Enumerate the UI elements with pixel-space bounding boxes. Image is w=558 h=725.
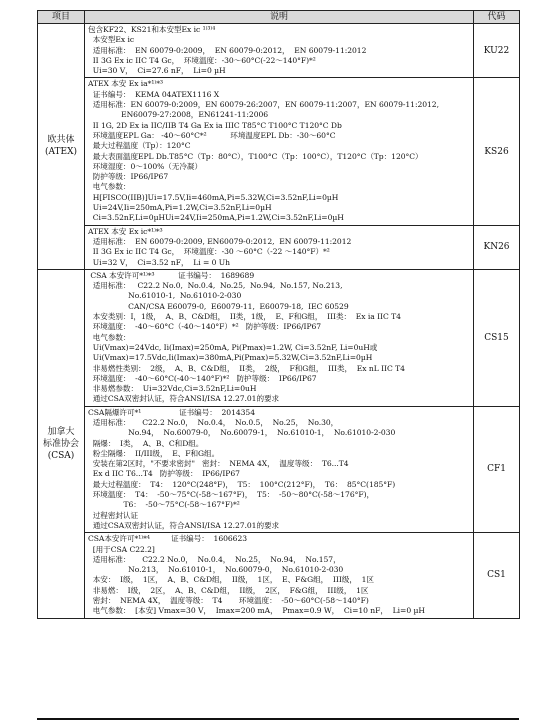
description-line: II 1G, 2D Ex ia IIC/IIB T4 Ga Ex ia IIIC T85°C T100°C T120°C Db xyxy=(88,120,342,130)
description-line: ATEX 本安 Ex ia*¹⁾*³ xyxy=(88,79,163,89)
description-line: EN60079-27:2008，EN61241-11:2006 xyxy=(88,110,269,120)
description-line: Ui(Vmax)=24Vdc, Ii(Imax)=250mA, Pi(Pmax)=1.2W, Ci=3.52nF, Li=0uH或 xyxy=(88,342,378,352)
bottom-rule xyxy=(37,718,519,720)
description-line: 过程密封认证 xyxy=(88,510,138,520)
category-label: 欧共体 xyxy=(47,135,75,146)
description-line: 通过CSA双密封认证，符合ANSI/ISA 12.27.01的要求 xyxy=(88,394,280,404)
category-cell xyxy=(38,269,85,618)
category-label: (CSA) xyxy=(47,450,75,461)
description-line: 非易燃： I级， 2区， A、B、C&D组， II级， 2区， F&G组， III级， 1区 xyxy=(88,585,369,595)
table-body xyxy=(38,24,520,619)
description-line: 本安型Ex ic xyxy=(88,35,135,45)
table-row xyxy=(38,78,520,225)
description-line: No.213， No.61010-1， No.60079-0， No.61010-2-030 xyxy=(88,565,344,575)
description-line: 适用标准： C22.2 No.0， No.0.4， No.25， No.94， No.157， xyxy=(88,554,341,564)
description-line: 最大过程温度： T4： 120°C(248°F)， T5： 100°C(212°F)， T6： 85°C(185°F) xyxy=(88,479,396,489)
description-line: 粉尘隔爆： II/III级， E、F和G组。 xyxy=(88,448,220,458)
code-cell: KS26 xyxy=(474,78,520,225)
code-cell: CF1 xyxy=(474,406,520,533)
category-cell xyxy=(38,24,85,270)
description-line: Ui(Vmax)=17.5Vdc,Ii(Imax)=380mA,Pi(Pmax)=5.32W,Ci=3.52nF,Li=0µH xyxy=(88,353,373,363)
description-line: 隔爆： I类， A、B、C和D组。 xyxy=(88,438,204,448)
description-line: 本安： I级， 1区， A、B、C&D组， II级， 1区， E、F&G组， III级， 1区 xyxy=(88,575,374,585)
description-line: Ui=24V,Ii=250mA,Pi=1.2W,Ci=3.52nF,Li=0µH xyxy=(88,203,272,213)
description-line: Ui=30 V， Ci=27.6 nF， Li=0 µH xyxy=(88,66,226,76)
certification-table xyxy=(37,10,520,619)
description-line: 电气参数： xyxy=(88,332,131,342)
description-line: 环境温度： T4： -50～75°C(-58～167°F)， T5： -50～80°C(-58～176°F)， xyxy=(88,490,375,500)
description-line: CSA本安许可*¹⁾*⁴ 证书编号： 1606623 xyxy=(88,534,248,544)
description-line: 适用标准：EN 60079-0:2009，EN 60079-26:2007，EN 60079-11:2007，EN 60079-11:2012, xyxy=(88,100,439,110)
description-line: 安装在第2区时，"不要求密封" 密封： NEMA 4X， 温度等级： T6...T4 xyxy=(88,459,349,469)
category-label: 加拿大 xyxy=(47,426,75,437)
description-line: 适用标准： C22.2 No.0， No.0.4， No.0.5， No.25， No.30， xyxy=(88,417,339,427)
table-header-row xyxy=(38,11,520,24)
description-cell xyxy=(85,269,474,406)
description-line: 电气参数： xyxy=(88,182,131,192)
description-line: ATEX 本安 Ex ic*¹⁾*³ xyxy=(88,226,163,236)
description-line: 适用标准： C22.2 No.0, No.0.4, No.25, No.94, No.157, No.213, xyxy=(88,281,343,291)
description-line: 包含KF22、KS21和本安型Ex ic ¹⁾³⁾⁴ xyxy=(88,25,216,34)
table-row xyxy=(38,533,520,618)
description-line: No.94， No.60079-0， No.60079-1， No.61010-1， No.61010-2-030 xyxy=(88,428,396,438)
code-cell: KN26 xyxy=(474,225,520,269)
description-cell xyxy=(85,406,474,533)
description-line: 环境温度： -40～60°C（-40～140°F）*² 防护等级：IP66/IP67 xyxy=(88,322,322,332)
code-cell: KU22 xyxy=(474,24,520,78)
description-line: 环境温度： -40～60°C(-40～140°F)*² 防护等级： IP66/IP67 xyxy=(88,373,317,383)
description-line: II 3G Ex ic IIC T4 Gc， 环境温度：-30 ～60°C（-22 ～140°F）*² xyxy=(88,247,330,257)
description-line: 最大表面温度EPL Db.T85°C（Tp：80°C），T100°C（Tp：100°C），T120°C（Tp：120°C） xyxy=(88,151,423,161)
description-line: 适用标准： EN 60079-0:2009, EN60079-0:2012, EN 60079-11:2012 xyxy=(88,236,352,246)
description-line: Ui=32 V， Ci=3.52 nF， Li = 0 Uh xyxy=(88,257,231,267)
code-cell: CS15 xyxy=(474,269,520,406)
description-cell xyxy=(85,225,474,269)
category-label: 标准协会 xyxy=(42,438,79,449)
category-label: (ATEX) xyxy=(44,147,77,158)
description-line: No.61010-1, No.61010-2-030 xyxy=(88,291,242,301)
description-line: [用于CSA C22.2] xyxy=(88,544,155,554)
table-row xyxy=(38,269,520,406)
code-cell: CS1 xyxy=(474,533,520,618)
description-line: Ci=3.52nF,Li=0µHUi=24V,Ii=250mA,Pi=1.2W,Ci=3.52nF,Li=0µH xyxy=(88,213,344,223)
description-line: 环境湿度：0～100%（无冷凝） xyxy=(88,161,202,171)
description-line: T6： -50～75°C(-58～167°F)*² xyxy=(88,500,240,510)
table-row xyxy=(38,24,520,78)
description-cell xyxy=(85,533,474,618)
description-line: 非易燃性类别： 2级， A、B、C&D组， II类， 2级， F和G组， III类， Ex nL IIC T4 xyxy=(88,363,405,373)
table-row xyxy=(38,406,520,533)
table-row xyxy=(38,225,520,269)
description-line: 密封： NEMA 4X， 温度等级： T4 环境温度： -50～60°C(-58～140°F) xyxy=(88,596,369,606)
header-description: 说明 xyxy=(85,11,474,24)
description-line: 适用标准： EN 60079-0:2009， EN 60079-0:2012， EN 60079-11:2012 xyxy=(88,45,367,55)
description-line: 环境温度EPL Ga： -40～60°C*² 环境温度EPL Db：-30～60°C xyxy=(88,130,336,140)
description-line: CAN/CSA E60079-0, E60079-11, E60079-18, IEC 60529 xyxy=(88,301,349,311)
header-item: 项目 xyxy=(38,11,85,24)
description-line: II 3G Ex ic IIC T4 Gc， 环境温度：-30～60°C(-22～140°F)*² xyxy=(88,55,316,65)
description-cell xyxy=(85,24,474,78)
description-line: 防护等级：IP66/IP67 xyxy=(88,172,169,182)
description-cell xyxy=(85,78,474,225)
description-line: 本安类别：I，1级， A、B、C&D组， II类，1级， E、F和G组， III类： Ex ia IIC T4 xyxy=(88,312,401,322)
description-line: Ex d IIC T6...T4 防护等级： IP66/IP67 xyxy=(88,469,240,479)
description-line: CSA 本安许可*¹⁾*³ 证书编号： 1689689 xyxy=(88,270,255,280)
description-line: 最大过程温度（Tp）：120°C xyxy=(88,141,191,151)
header-code: 代码 xyxy=(474,11,520,24)
description-line: CSA隔爆许可*¹ 证书编号： 2014354 xyxy=(88,407,255,417)
description-line: 非易燃参数： Ui=32Vdc,Ci=3.52nF,Li=0uH xyxy=(88,384,257,394)
description-line: 证书编号： KEMA 04ATEX1116 X xyxy=(88,89,220,99)
description-line: 通过CSA双密封认证，符合ANSI/ISA 12.27.01的要求 xyxy=(88,520,280,530)
description-line: H[FISCO(IIB)]Ui=17.5V,Ii=460mA,Pi=5.32W,Ci=3.52nF,Li=0µH xyxy=(88,192,339,202)
description-line: 电气参数： [本安] Vmax=30 V， Imax=200 mA， Pmax=0.9 W， Ci=10 nF， Li=0 µH xyxy=(88,606,425,616)
